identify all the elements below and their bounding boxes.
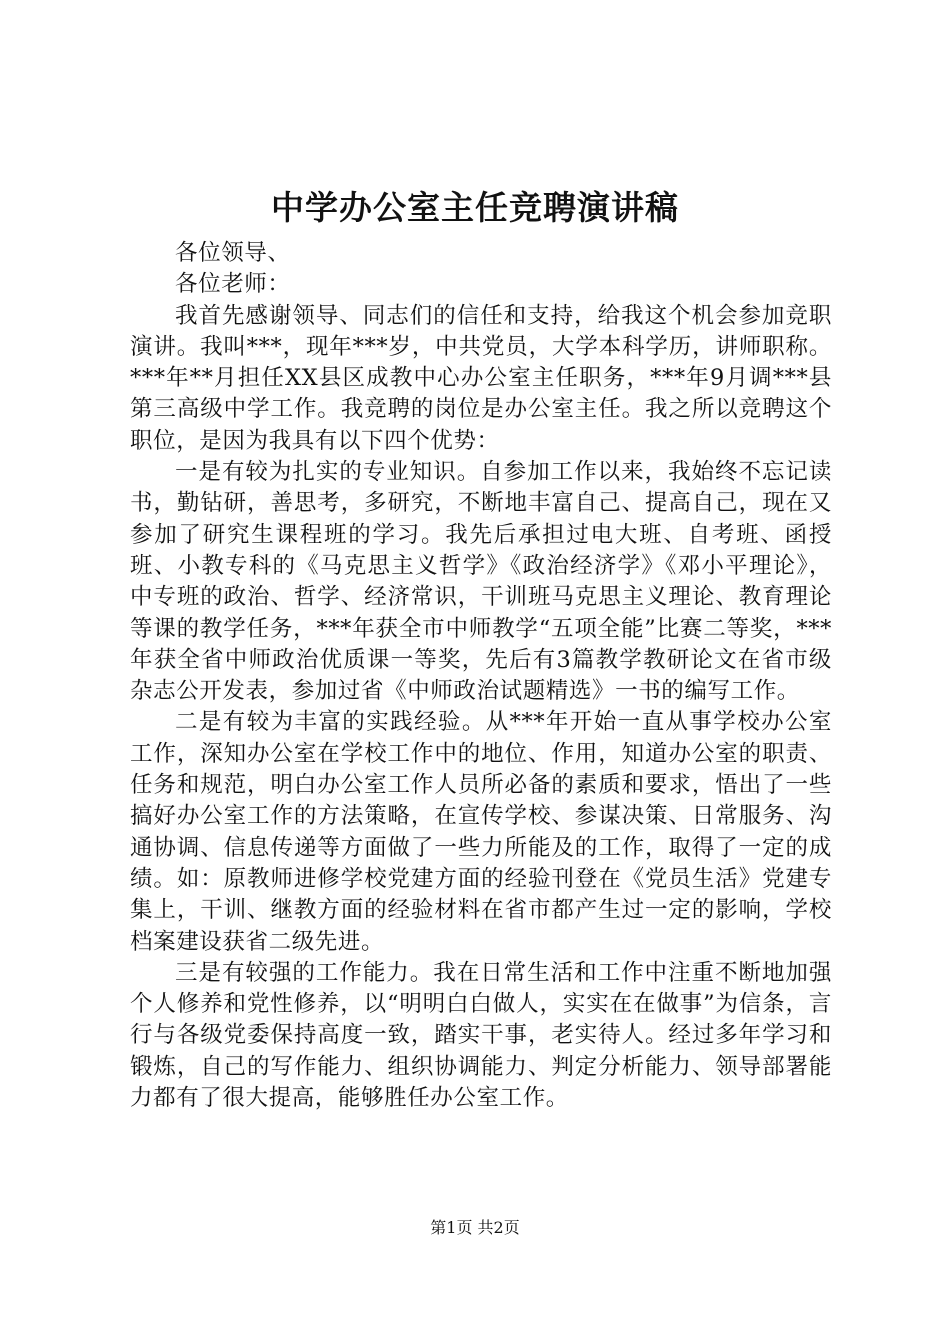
greeting-line: 各位老师： <box>175 271 291 298</box>
document-title: 中学办公室主任竞聘演讲稿 <box>271 188 679 227</box>
body-paragraph: 二是有较为丰富的实践经验。从***年开始一直从事学校办公室工作，深知办公室在学校工作中的地位、作用，知道办公室的职责、任务和规范，明白办公室工作人员所必备的素质和要求，悟出了一些搞好办公室工作的方法策略，在宣传学校、参谋决策、日常服务、沟通协调、信息传递等方面做了一些力所能及的工作，取得了一定的成绩。如：原教师进修学校党建方面的经验刊登在《党员生活》党建专集上，干训、继教方面的经验材料在省市都产生过一定的影响，学校档案建设获省二级先进。 <box>130 709 832 955</box>
greeting-line: 各位领导、 <box>175 240 291 266</box>
document-body <box>130 238 832 1114</box>
body-paragraph: 我首先感谢领导、同志们的信任和支持，给我这个机会参加竞职演讲。我叫***，现年***岁，中共党员，大学本科学历，讲师职称。***年**月担任XX县区成教中心办公室主任职务，***年9月调***县第三高级中学工作。我竞聘的岗位是办公室主任。我之所以竞聘这个职位，是因为我具有以下四个优势： <box>130 302 832 454</box>
body-paragraph: 一是有较为扎实的专业知识。自参加工作以来，我始终不忘记读书，勤钻研，善思考，多研究，不断地丰富自己、提高自己，现在又参加了研究生课程班的学习。我先后承担过电大班、自考班、函授班、小教专科的《马克思主义哲学》《政治经济学》《邓小平理论》，中专班的政治、哲学、经济常识，干训班马克思主义理论、教育理论等课的教学任务，***年获全市中师教学“五项全能”比赛二等奖，***年获全省中师政治优质课一等奖，先后有3篇教学教研论文在省市级杂志公开发表，参加过省《中师政治试题精选》一书的编写工作。 <box>130 459 833 705</box>
body-paragraph: 三是有较强的工作能力。我在日常生活和工作中注重不断地加强个人修养和党性修养，以“明明白白做人，实实在在做事”为信条，言行与各级党委保持高度一致，踏实干事，老实待人。经过多年学习和锻炼，自己的写作能力、组织协调能力、判定分析能力、领导部署能力都有了很大提高，能够胜任办公室工作。 <box>130 959 832 1112</box>
page-number-footer: 第1页 共2页 <box>430 1218 520 1237</box>
